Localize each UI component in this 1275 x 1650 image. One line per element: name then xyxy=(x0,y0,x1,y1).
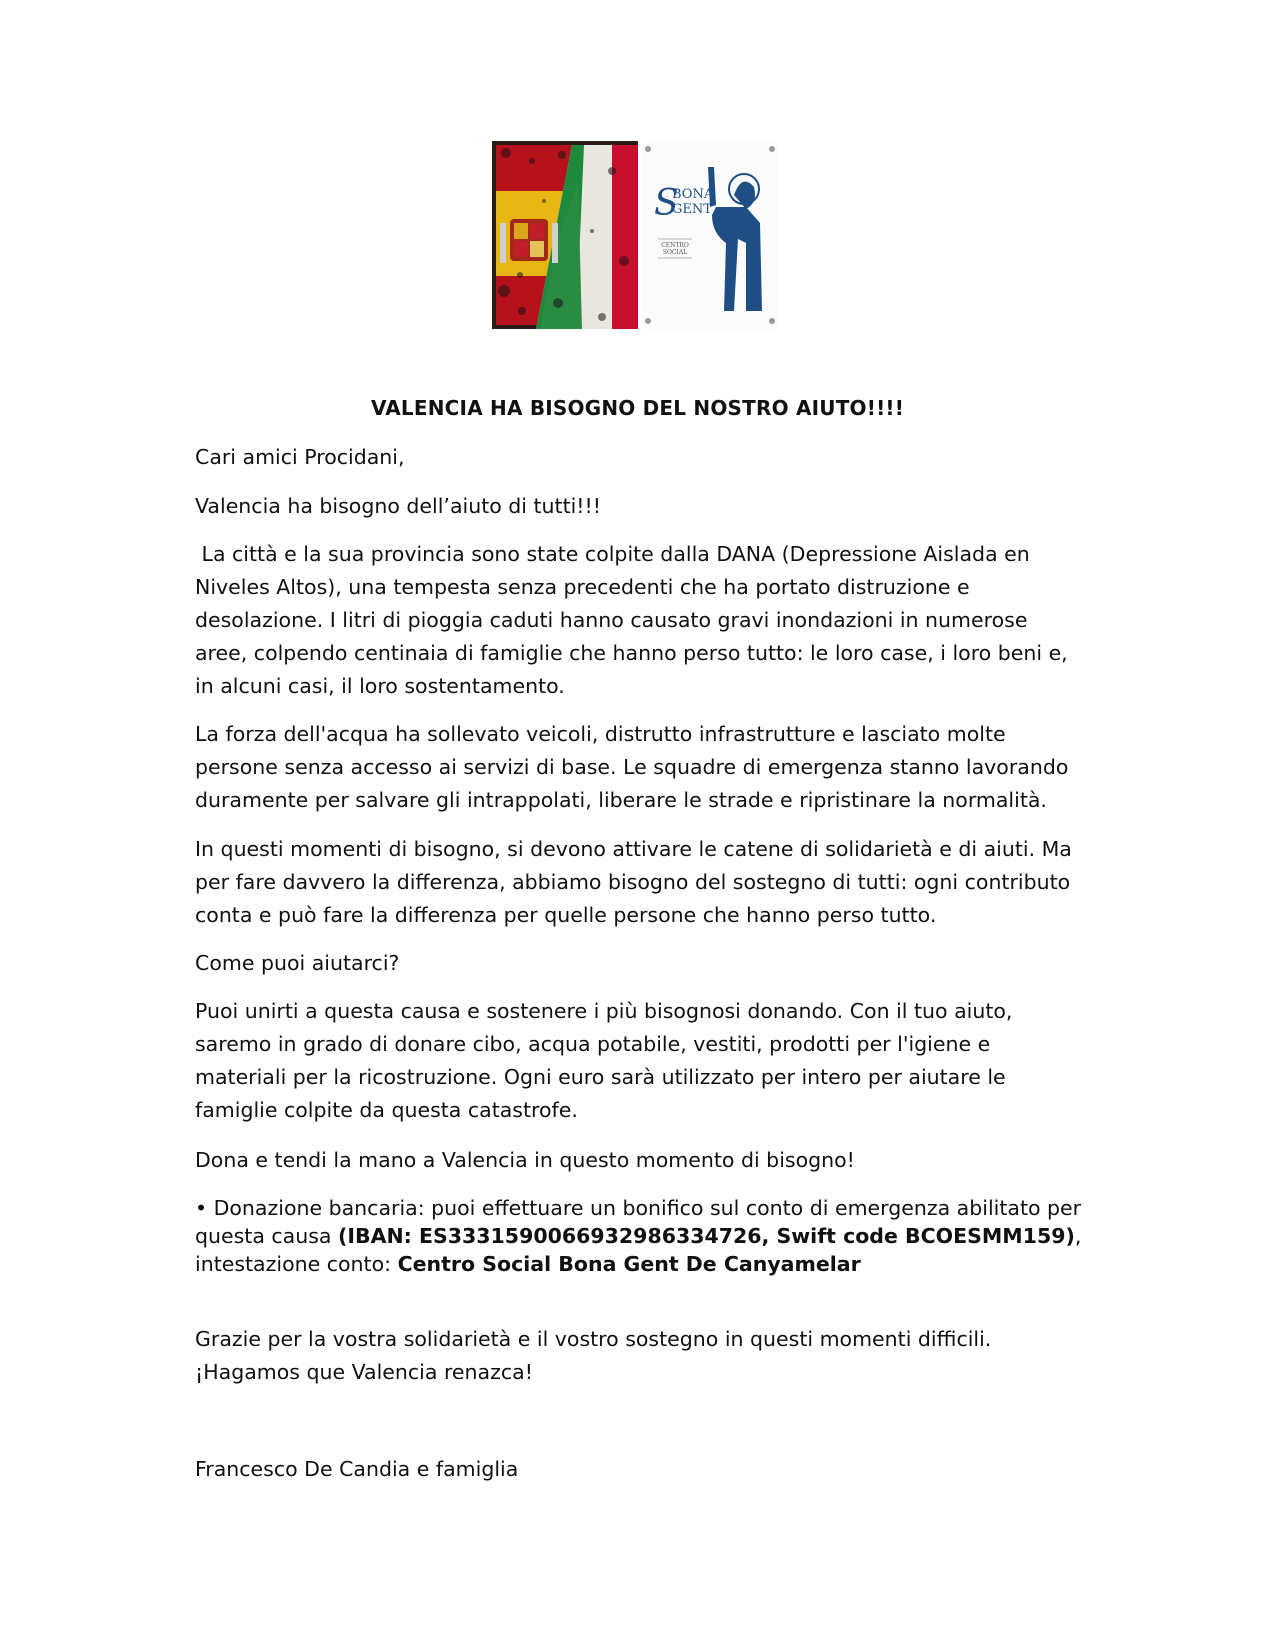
logo-text-social: SOCIAL xyxy=(662,249,688,256)
donation-comma: , xyxy=(1074,1224,1082,1248)
spain-italy-flag-image xyxy=(492,141,638,329)
bona-gent-logo xyxy=(642,143,778,329)
intro-line: Valencia ha bisogno dell’aiuto di tutti!!! xyxy=(195,494,601,518)
logo-text-gent: GENT xyxy=(672,202,712,217)
iban-details: (IBAN: ES3331590066932986334726, Swift code BCOESMM159) xyxy=(338,1224,1075,1248)
logo-text-bona: BONA xyxy=(672,187,714,202)
call-to-action: Dona e tendi la mano a Valencia in questo momento di bisogno! xyxy=(195,1148,855,1172)
account-holder: Centro Social Bona Gent De Canyamelar xyxy=(397,1252,861,1276)
donation-info xyxy=(195,1194,1085,1278)
signature: Francesco De Candia e famiglia xyxy=(195,1457,519,1481)
svg-text:S: S xyxy=(654,183,679,224)
thanks-paragraph: Grazie per la vostra solidarietà e il vostro sostegno in questi momenti difficili. ¡Hagamos que Valencia renazca! xyxy=(195,1327,992,1384)
paragraph-dana: La città e la sua provincia sono state colpite dalla DANA (Depressione Aislada en Niveles Altos), una tempesta senza precedenti che ha portato distruzione e desolazione. I litri di pioggia caduti hanno causato gravi inondazioni in numerose aree, colpendo centinaia di famiglie che hanno perso tutto: le loro case, i loro beni e, in alcuni casi, il loro sostentamento. xyxy=(195,542,1075,698)
header-logos xyxy=(492,141,778,329)
paragraph-damage: La forza dell'acqua ha sollevato veicoli, distrutto infrastrutture e lasciato molte persone senza accesso ai servizi di base. Le squadre di emergenza stanno lavorando duramente per salvare gli intrappolati, liberare le strade e ripristinare la normalità. xyxy=(195,722,1069,812)
question-line: Come puoi aiutarci? xyxy=(195,951,400,975)
holder-label: intestazione conto: xyxy=(195,1252,398,1276)
donation-prefix: • Donazione bancaria: puoi effettuare un bonifico sul conto di emergenza abilitato per questa causa xyxy=(195,1196,1082,1248)
document-title: VALENCIA HA BISOGNO DEL NOSTRO AIUTO!!!! xyxy=(370,396,905,420)
logo-text-centro: CENTRO xyxy=(661,242,689,249)
greeting: Cari amici Procidani, xyxy=(195,445,405,469)
paragraph-solidarity: In questi momenti di bisogno, si devono attivare le catene di solidarietà e di aiuti. Ma per fare davvero la differenza, abbiamo bisogno del sostegno di tutti: ogni contributo conta e può fare la differenza per quelle persone che hanno perso tutto. xyxy=(195,837,1072,927)
paragraph-how-to-help: Puoi unirti a questa causa e sostenere i più bisognosi donando. Con il tuo aiuto, saremo in grado di donare cibo, acqua potabile, vestiti, prodotti per l'igiene e materiali per la ricostruzione. Ogni euro sarà utilizzato per intero per aiutare le famiglie colpite da questa catastrofe. xyxy=(195,999,1013,1122)
